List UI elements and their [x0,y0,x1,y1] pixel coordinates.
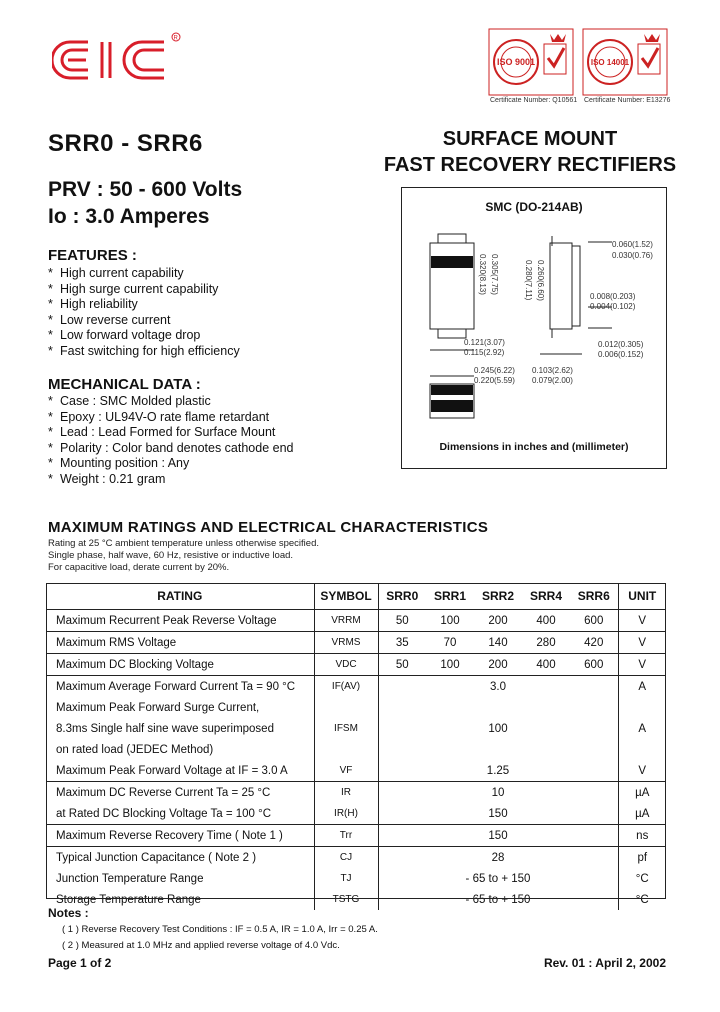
package-lead [438,234,466,243]
list-item: * High surge current capability [48,281,219,296]
iso9001-text: ISO 9001 [496,57,536,67]
col-header: SRR4 [522,583,570,610]
note-item: ( 1 ) Reverse Recovery Test Conditions : IF = 0.5 A, IR = 1.0 A, Irr = 0.25 A. [62,924,378,935]
dim-label: 0.030(0.76) [612,251,653,260]
table-row: Maximum DC Reverse Current Ta = 25 °C IR 10 µA [46,782,666,804]
ratings-table [46,583,666,910]
dim-label: 0.245(6.22) [474,366,515,375]
dim-label: 0.012(0.305) [598,340,644,349]
dim-label: 0.103(2.62) [532,366,573,375]
table-header-row [46,583,666,610]
svg-text:R: R [173,35,178,42]
dim-label: 0.280(7.11) [524,260,533,301]
package-body-top-view [430,243,474,329]
col-header: SRR6 [570,583,618,610]
dim-label: 0.060(1.52) [612,240,653,249]
features-heading: FEATURES : [48,247,137,264]
ratings-note: Rating at 25 °C ambient temperature unless otherwise specified. [48,538,319,549]
table-row: Maximum Peak Forward Surge Current, [46,697,666,718]
prv-spec: PRV : 50 - 600 Volts [48,178,243,201]
table-row: Maximum Reverse Recovery Time ( Note 1 ) Trr 150 ns [46,825,666,847]
ratings-title: MAXIMUM RATINGS AND ELECTRICAL CHARACTERISTICS [48,519,489,536]
io-spec: Io : 3.0 Amperes [48,205,210,228]
iso14001-text: ISO 14001 [590,58,630,67]
table-row: Junction Temperature Range TJ - 65 to + 150 °C [46,868,666,889]
table-row: on rated load (JEDEC Method) [46,739,666,760]
list-item: * High reliability [48,297,138,312]
ratings-note: Single phase, half wave, 60 Hz, resistive or inductive load. [48,550,294,561]
package-side-lead [572,246,580,326]
dim-label: 0.121(3.07) [464,338,505,347]
list-item: * Fast switching for high efficiency [48,343,240,358]
dim-label: 0.260(6.60) [536,260,545,301]
dim-label: 0.320(8.13) [478,254,487,295]
table-row: Maximum Average Forward Current Ta = 90 °C IF(AV) 3.0 A [46,676,666,698]
dim-label: 0.006(0.152) [598,350,644,359]
list-item: * Epoxy : UL94V-O rate flame retardant [48,409,270,424]
dim-label: 0.115(2.92) [464,348,505,357]
package-lead [438,329,466,338]
features-list [48,266,240,360]
table-row: Maximum Recurrent Peak Reverse Voltage VRRM 50 100 200 400 600 V [46,610,666,632]
dim-label: 0.079(2.00) [532,376,573,385]
list-item: * Low reverse current [48,312,171,327]
package-side-view [550,243,572,329]
col-header: UNIT [618,583,666,610]
list-item: * Lead : Lead Formed for Surface Mount [48,425,276,440]
mechanical-heading: MECHANICAL DATA : [48,376,201,393]
table-row: Maximum DC Blocking Voltage VDC 50 100 200 400 600 V [46,654,666,676]
list-item: * Weight : 0.21 gram [48,471,166,486]
note-item: ( 2 ) Measured at 1.0 MHz and applied reverse voltage of 4.0 Vdc. [62,940,340,951]
table-row: at Rated DC Blocking Voltage Ta = 100 °C IR(H) 150 µA [46,803,666,825]
dim-label: 0.220(5.59) [474,376,515,385]
list-item: * Low forward voltage drop [48,328,201,343]
mechanical-list [48,394,294,488]
list-item: * Case : SMC Molded plastic [48,394,211,408]
cathode-band [431,256,473,268]
subtitle-line2: FAST RECOVERY RECTIFIERS [383,154,677,176]
table-row: Maximum Peak Forward Voltage at IF = 3.0 A VF 1.25 V [46,760,666,782]
notes-heading: Notes : [48,906,89,920]
col-header: SRR1 [426,583,474,610]
cert2-caption: Certificate Number: E13276 [584,97,671,104]
package-title: SMC (DO-214AB) [485,200,583,214]
dim-label: 0.004(0.102) [590,302,636,311]
dim-label: 0.008(0.203) [590,292,636,301]
end-view-band [431,385,473,395]
list-item: * High current capability [48,266,184,280]
col-header: RATING [46,583,314,610]
list-item: * Polarity : Color band denotes cathode end [48,440,294,455]
col-header: SRR0 [378,583,426,610]
table-row: Storage Temperature Range TSTG - 65 to + 150 °C [46,889,666,910]
table-row: Maximum RMS Voltage VRMS 35 70 140 280 420 V [46,632,666,654]
page-title: SRR0 - SRR6 [48,130,203,157]
table-row: 8.3ms Single half sine wave superimposed IFSM 100 A [46,718,666,739]
page-number: Page 1 of 2 [48,956,112,970]
cert1-caption: Certificate Number: Q10561 [490,97,578,104]
package-caption: Dimensions in inches and (millimeter) [439,441,629,453]
package-drawing [401,187,667,469]
list-item: * Mounting position : Any [48,456,190,471]
col-header: SYMBOL [314,583,378,610]
dim-label: 0.305(7.75) [490,254,499,295]
table-row: Typical Junction Capacitance ( Note 2 ) CJ 28 pf [46,847,666,869]
col-header: SRR2 [474,583,522,610]
ratings-note: For capacitive load, derate current by 20%. [48,562,230,573]
revision-date: Rev. 01 : April 2, 2002 [543,956,666,970]
subtitle-line1: SURFACE MOUNT [442,128,618,150]
iso9001-badge [488,28,574,96]
eic-logo [52,28,182,92]
end-view-band [431,400,473,412]
iso14001-badge [582,28,668,96]
